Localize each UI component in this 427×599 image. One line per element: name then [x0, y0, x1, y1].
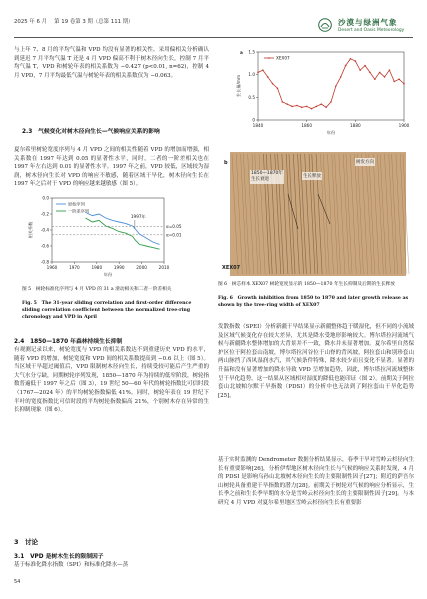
y-tick-label: 0.5: [248, 94, 255, 100]
y-tick-label: 0.0: [42, 195, 49, 201]
xex07-point: [320, 103, 322, 105]
section-heading-3: 3 讨论: [14, 538, 39, 546]
xex07-point: [398, 78, 400, 80]
xex07-point: [282, 101, 284, 103]
paragraph-growth-suppression: 有观测记录以来，树轮宽度与 VPD 的相关系数达不到重建历史 VPD 的水平，随着 VPD 的增加，树轮宽度和 VPD 间的相关系数提高到 −0.6 以上（图 5）。当区域干旱超过阈值后，VPD 限制树木径向生长，持续受较可能后产生严重的大气水分亏缺，同期树轮序列发现，1850—1870 年为持续的低窄阶段，树轮指数普遍低于 1997 年之后（图 3），19 世纪 50—60 年代的树轮指数比可信时段（1767—2024 年）的平均树轮指数偏低 41%。同时，树轮年表在 19 世纪下半叶的宽度指数比可信时段的平均树轮指数偏高 21%，个别树木存在异常的生长抑制现象（图 6）。: [14, 347, 209, 414]
legend-label: 一阶差序列: [68, 208, 89, 214]
xex07-point: [272, 83, 274, 85]
annotation-label: 1997年: [130, 214, 146, 219]
xex07-point: [301, 107, 303, 109]
xex07-point: [340, 76, 342, 78]
page-number: 54: [14, 579, 21, 585]
xex07-point: [291, 106, 293, 108]
paragraph-response-change: 夏尔希里树轮宽度序列与 4 月 VPD 之间的相关性随着 VPD 的增加而增强，相关系数在 1997 年达到 0.05 的显著性水平，同时，二者的一阶差相关也在 1997 年左右达到 0.01 的显著性水平。1997 年之前，VPD 较低，区域较为湿润，树木径向生长对 VPD 的响应不敏感，随着区域干旱化，树木径向生长在 1997 年之后对于 VPD 的响应越来越敏感（图 5）。: [14, 147, 209, 188]
xex07-point: [262, 69, 264, 71]
x-tick-label: 2000: [136, 265, 147, 270]
xex07-point: [389, 69, 391, 71]
xex07-point: [277, 87, 279, 89]
x-tick-label: 1960: [46, 265, 58, 270]
xex07-point: [306, 106, 308, 108]
plot-frame: [258, 52, 404, 120]
x-tick-label: 1860: [301, 123, 313, 128]
y-tick-label: 1.0: [248, 72, 255, 78]
photo-label-bark-direction: 树皮方向: [356, 160, 374, 165]
x-tick-label: 1840: [252, 123, 264, 128]
x-tick-label: 1900: [398, 123, 410, 128]
xex07-point: [393, 81, 395, 83]
xex07-point: [403, 83, 405, 85]
x-tick-label: 1880: [349, 123, 361, 128]
x-tick-label: 1970: [69, 265, 80, 270]
xex07-point: [335, 85, 337, 87]
y-axis-label: 相关系数: [28, 221, 33, 239]
xex07-point: [286, 103, 288, 105]
photo-sample-label: XEX07: [222, 265, 241, 271]
paragraph-drought-analysis: 发散指数（SPEI）分析新疆干旱结果显示新疆整体趋于暖湿化，但不同的小流域及区域气候变化存在较大差异，尤其是降水受地形影响较大。博尔塔拉河流域气候与新疆降水整体增加的大背景并不一致，降水并未显著增加。夏尔希里自然保护区位于阿拉套山南坡，博尔塔拉河谷位于山脊的背风坡，阿拉套山和别珍套山两山脉挡了西风湿润水汽，其气候条件特殊，降水较少而且变化不显著。显著的升温和没有显著增加的降水导致 VPD 呈增加趋势，因此，博尔塔拉河流域整体呈干旱化趋势，这一结果从区域相对湿度的降低也能印证（图 2）。前期关于阿拉套山北坡帕尔默干旱指数（PDSI）的分析中也无法到了阿拉套山干旱化趋势[25]。: [218, 324, 414, 399]
page-header: [0, 0, 427, 44]
figure-6: [218, 44, 414, 276]
journal-title-en: Desert and Oasis Meteorology: [338, 28, 405, 33]
panel-a-label: a: [240, 50, 243, 55]
x-tick-label: 2010: [158, 265, 170, 270]
xex07-point: [257, 72, 259, 74]
paragraph-dendrometer: 基于实时监测的 Dendrometer 数据分析结果显示，春季干旱对雪岭云杉径向生长有重要影响[26]，分析伊犁地区树木径向生长与气候的响应关系时发现，4 月的 PDSI 是影响乌孙山北坡树木径向生长的主要限制性因子[27]；附近的萨吾尔山树轮具备重建干旱指数的潜力[28]。前期关于树轮对气候的响应分析显示，生长季之前和生长季早期的水分是雪岭云杉径向生长的主要限制性因子[29]。与本研究 4 月 VPD 对夏尔希里地区雪岭云杉径向生长有重要影: [218, 457, 414, 506]
issue-info: 2025 年 6 月 第 19 卷第 3 期（总第 111 期）: [14, 19, 134, 25]
xex07-point: [374, 78, 376, 80]
section-heading-2-4: 2.4 1850—1870 年森林持续生长抑制: [14, 339, 123, 345]
xex07-point: [311, 108, 313, 110]
xex07-point: [384, 76, 386, 78]
xex07-point: [325, 107, 327, 109]
figure-5-caption-cn: 图 5 树轮标准化序列与 4 月 VPD 的 31 a 滑动相关和二者一阶差相关: [22, 287, 172, 292]
xex07-point: [345, 65, 347, 67]
section-heading-2-3: 2.3 气候变化对树木径向生长—气候响应关系的影响: [22, 129, 160, 135]
alpha-001-label: α=0.01: [166, 232, 182, 238]
x-tick-label: 1990: [113, 265, 125, 270]
legend-label: XEX07: [276, 55, 290, 61]
photo-label-suppression: 1850—1870年 生长衰退: [251, 171, 283, 182]
section-heading-3-1: 3.1 VPD 是树木生长的限制因子: [14, 554, 104, 560]
journal-logo-icon: [318, 18, 332, 32]
legend-label: 原始序列: [68, 201, 85, 207]
xex07-point: [379, 72, 381, 74]
xex07-point: [330, 101, 332, 103]
x-axis-label: 年份: [103, 272, 113, 277]
y-tick-label: -0.2: [40, 211, 49, 217]
x-axis-label: 年份: [326, 130, 336, 135]
legend-point: [268, 57, 270, 59]
journal-title-cn: 沙漠与绿洲气象: [338, 18, 398, 27]
photo-label-release: 生长释放: [303, 174, 321, 179]
y-axis-label: 生长量/mm: [236, 74, 241, 98]
figure-5-caption-en: Fig. 5 The 31-year sliding correlation and first-order difference sliding correlation coefficient between the normalized tree-ring chronology and VPD in April: [22, 301, 192, 320]
xex07-point: [350, 58, 352, 60]
xex07-point: [364, 65, 366, 67]
y-tick-label: -0.8: [40, 259, 49, 265]
x-tick-label: 1980: [91, 265, 103, 270]
paragraph-partial-correlation: 与上年 7、8 月的平均气温和 VPD 均没有显著的相关性。采用偏相关分析确认到延迟 7 月平均气温 T 还是 4 月 VPD 偏高不利于树木径向生长，控制 7 月平均气温 T，VPD 和树轮年表的相关系数为 −0.427 (p<0.01, n=62)，控制 4 月 VPD，7 月平均最低气温与树轮年表的相关系数仅为 −0.063。: [14, 47, 209, 79]
panel-b-label: b: [224, 160, 228, 166]
figure-6-caption-cn: 图 6 树芯样本 XEX07 树轮宽度显示的 1850—1870 年生长抑制及后期的生长释放: [218, 282, 395, 287]
y-tick-label: 0: [252, 117, 255, 123]
xex07-point: [267, 76, 269, 78]
xex07-point: [316, 106, 318, 108]
alpha-005-label: α=0.05: [166, 223, 182, 229]
figure-5-chart: [14, 188, 209, 283]
y-tick-label: -0.6: [40, 243, 49, 249]
header-divider: [14, 37, 413, 38]
xex07-point: [355, 60, 357, 62]
xex07-point: [296, 105, 298, 107]
y-tick-label: 1.5: [248, 49, 255, 55]
series-line-0: [86, 212, 160, 244]
figure-6-caption-en: Fig. 6 Growth inhibition from 1850 to 1870 and later growth release as shown by the tree-ring width of XEX07: [218, 296, 409, 308]
xex07-point: [359, 69, 361, 71]
y-tick-label: -0.4: [40, 227, 49, 233]
xex07-point: [369, 72, 371, 74]
paragraph-vpd-limit: 基于标准化降水指数（SPI）和标准化降水—蒸: [14, 562, 129, 568]
